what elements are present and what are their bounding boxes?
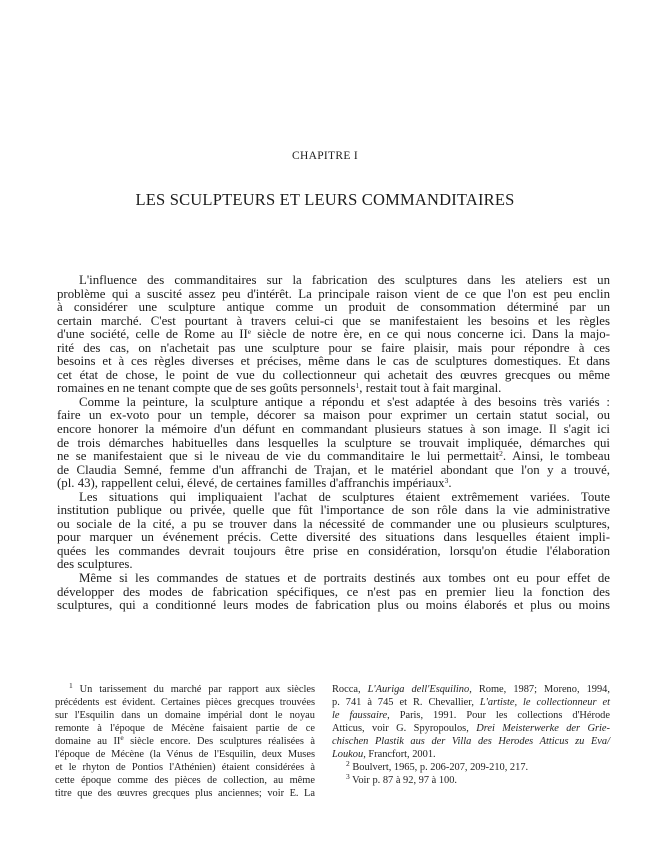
- footnote-line: cette époque comme des pièces de collection, au même: [55, 774, 315, 786]
- footnote-reference: 1: [355, 381, 360, 391]
- body-text: [57, 274, 610, 613]
- footnotes-right-column: [332, 684, 610, 788]
- footnote-line: [332, 749, 610, 762]
- body-line: Les situations qui impliquaient l'achat de sculptures étaient extrêmement variées. Toute: [79, 489, 610, 504]
- body-line: Comme la peinture, la sculpture antique a répondu et s'est adaptée à des besoins très variés :: [79, 394, 610, 409]
- footnote-line: [332, 684, 610, 697]
- body-line: des sculptures.: [57, 557, 133, 572]
- ordinal-superscript: e: [247, 327, 252, 337]
- footnote-reference: 2: [346, 758, 350, 768]
- body-line: encore honorer la mémoire d'un défunt en commandant plusieurs statues à son image. Il s'agit ici: [57, 422, 610, 437]
- chapter-label: CHAPITRE I: [292, 150, 358, 162]
- footnote-line: remonte à l'époque de Mécène faisaient partie de ce: [55, 722, 315, 734]
- footnote-text: Atticus, voir G. Spyropoulos,: [332, 722, 477, 734]
- body-line: faire un ex-voto pour un temple, décorer sa maison pour exprimer un certain statut social, ou: [57, 408, 610, 423]
- body-line: de Claudia Semné, femme d'un affranchi de Trajan, et le matériel abondant que l'on y a trouvé,: [57, 462, 610, 477]
- footnote-text: p. 741 à 745 et R. Chevallier,: [332, 696, 480, 708]
- body-line: besoins et à ces règles diverses et précises, même dans le cas de sculptures domestiques. Et dans: [57, 354, 610, 369]
- footnote-line: domaine au IIe siècle encore. Des sculptures réalisées à: [55, 732, 315, 747]
- body-line: à considérer une sculpture antique comme un produit de consommation déterminé par un: [57, 300, 610, 315]
- footnote-reference: 2: [499, 449, 503, 459]
- body-line: romaines en ne tenant compte que de ses goûts personnels$^1$, restait tout à fait marginal.: [57, 381, 502, 396]
- footnote-text: Rocca,: [332, 684, 368, 695]
- body-line: institution publique ou privée, quelle que fût l'importance de son rôle dans la vie administrative: [57, 503, 610, 518]
- footnote-line: [332, 758, 610, 775]
- body-line: certain marché. C'est pourtant à travers celui-ci que se manifestaient les besoins et les règles: [57, 313, 610, 328]
- body-line: cet état de chose, le point de vue du collectionneur qui achetait des œuvres grecques ou même: [57, 367, 610, 382]
- body-line: développer des modes de fabrication spécifiques, ce n'est pas en premier lieu la fonction des: [57, 584, 610, 599]
- footnote-line: sur l'Esquilin dans un domaine impérial dont le noyau: [55, 709, 315, 721]
- footnote-line: [332, 736, 610, 749]
- body-line: quées les commandes devrait toujours être prise en considération, lorsqu'on étudie l'élaboration: [57, 543, 610, 558]
- footnotes-left-column: [55, 681, 315, 800]
- body-line: ne se manifestaient que si le niveau de vie du commanditaire le lui permettait$^2$. Ainsi, le tombeau: [57, 449, 610, 464]
- footnote-line: précédents est évident. Certaines pièces grecques trouvées: [55, 696, 315, 708]
- footnote-line: $^1$ Un tarissement du marché par rapport aux siècles: [69, 681, 315, 695]
- footnote-reference: 3: [444, 476, 449, 486]
- italic-title: L'Auriga dell'Esquilino: [367, 684, 470, 695]
- footnote-reference: 1: [69, 681, 73, 690]
- body-line: (pl. 43), rappellent celui, élevé, de certaines familles d'affranchis impériaux$^3$.: [57, 476, 452, 491]
- italic-title: L'artiste, le collectionneur et: [479, 696, 610, 708]
- footnote-line: [332, 710, 610, 723]
- body-line: de trois démarches habituelles dans lesquelles la sculpture se trouvait impliquée, démarches qui: [57, 435, 610, 450]
- footnote-line: titre que des œuvres grecques plus anciennes; voir E. La: [55, 787, 315, 799]
- body-line: rité des cas, on n'achetait pas une sculpture pour se faire plaisir, mais pour répondre à ces: [57, 340, 610, 355]
- italic-title: le faussaire: [332, 709, 388, 721]
- footnote-reference: 3: [346, 771, 350, 781]
- italic-title: Loukou: [332, 748, 364, 760]
- footnote-line: [332, 771, 610, 788]
- body-line: d'une société, celle de Rome au IIe siècle de notre ère, en ce qui nous concerne ici. Dans la majo-: [57, 327, 610, 342]
- footnote-text: $^2$ Boulvert, 1965, p. 206-207, 209-210, 217.: [346, 758, 529, 773]
- ordinal-superscript: e: [120, 732, 124, 742]
- body-line: L'influence des commanditaires sur la fabrication des sculptures dans les ateliers est un: [79, 273, 610, 287]
- footnote-line: l'époque de Mécène (la Vénus de l'Esquilin, deux Muses: [55, 748, 315, 760]
- footnote-line: [332, 697, 610, 710]
- body-line: sculptures, qui a conditionné leurs modes de fabrication plus ou moins élaborés et plus ou moins: [57, 598, 610, 613]
- body-line: Même si les commandes de statues et de portraits destinés aux tombes ont eu pour effet de: [79, 571, 610, 586]
- italic-title: Drei Meisterwerke der Grie-: [476, 722, 610, 734]
- body-line: pour marquer un événement précis. Cette diversité des situations dans lesquelles étaient impli-: [57, 530, 610, 545]
- body-line: ou sociale de la cité, a pu se trouver dans la nécessité de commander une ou plusieurs sculptures,: [57, 516, 610, 531]
- footnote-text: , Paris, 1991. Pour les collections d'Hérode: [387, 709, 610, 721]
- footnote-line: et le rhyton de Pontios l'Athénien) étaient considérées à: [55, 761, 315, 773]
- footnote-line: [332, 723, 610, 736]
- body-line: problème qui a suscité assez peu d'intérêt. La principale raison vient de ce que l'on est peu enclin: [57, 286, 610, 301]
- footnote-text: , Rome, 1987; Moreno, 1994,: [469, 684, 610, 695]
- footnote-text: , Francfort, 2001.: [363, 748, 436, 760]
- chapter-title: LES SCULPTEURS ET LEURS COMMANDITAIRES: [135, 190, 515, 209]
- italic-title: chischen Plastik aus der Villa des Herodes Atticus zu Eva/: [332, 735, 610, 747]
- footnote-text: $^3$ Voir p. 87 à 92, 97 à 100.: [346, 771, 458, 786]
